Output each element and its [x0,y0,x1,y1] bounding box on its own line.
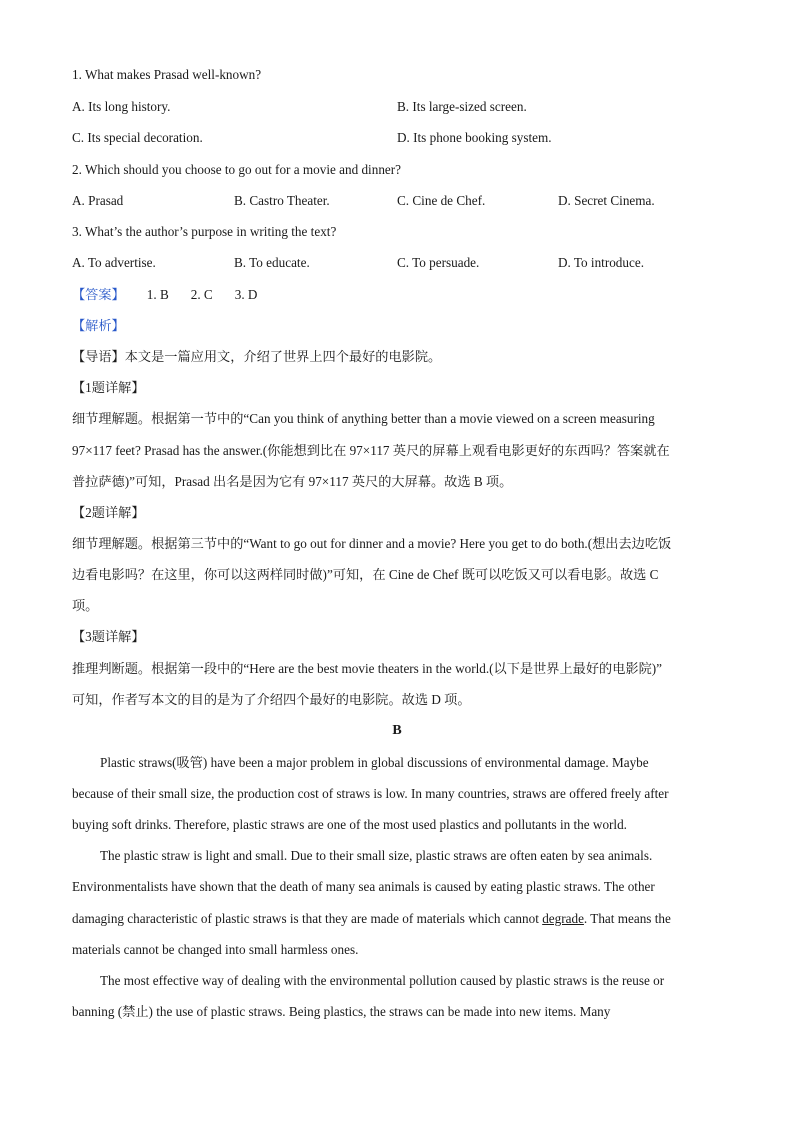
passage-line: buying soft drinks. Therefore, plastic straws are one of the most used plastics and pollutants in the world. [72,817,627,832]
passage-line: The plastic straw is light and small. Due to their small size, plastic straws are often eaten by sea animals. [100,848,653,863]
question-1-option-b: B. Its large-sized screen. [397,99,527,114]
answer-item: 1. B [146,287,169,302]
q2-detail-line: 项。 [72,598,99,613]
q3-detail-line: 推理判断题。根据第一段中的“Here are the best movie theaters in the world.(以下是世界上最好的电影院)” [72,661,663,676]
question-1-option-c: C. Its special decoration. [72,130,203,145]
answer-item: 3. D [234,287,258,302]
question-2-option-d: D. Secret Cinema. [558,193,655,208]
question-1-option-d: D. Its phone booking system. [397,130,552,145]
q2-detail-line: 细节理解题。根据第三节中的“Want to go out for dinner and a movie? Here you get to do both.(想出去边吃饭 [72,536,672,551]
q2-detail-line: 边看电影吗？在这里，你可以这两样同时做)”可知，在 Cine de Chef 既可以吃饭又可以看电影。故选 C [72,567,659,582]
q3-detail-line: 可知，作者写本文的目的是为了介绍四个最好的电影院。故选 D 项。 [72,692,471,707]
section-b-heading: B [392,723,402,738]
passage-line: The most effective way of dealing with the environmental pollution caused by plastic straws is the reuse or [100,973,665,988]
passage-line: Plastic straws(吸管) have been a major problem in global discussions of environmental damage. Maybe [100,755,649,770]
answer-item: 2. C [190,287,213,302]
q1-detail-line: 97×117 feet? Prasad has the answer.(你能想到比在 97×117 英尺的屏幕上观看电影更好的东西吗？答案就在 [72,443,670,458]
question-2-option-b: B. Castro Theater. [234,193,330,208]
question-2-option-c: C. Cine de Chef. [397,193,486,208]
q1-detail-line: 细节理解题。根据第一节中的“Can you think of anything better than a movie viewed on a screen measuring [72,411,655,426]
q3-detail-label: 【3题详解】 [72,629,145,644]
question-1-stem: 1. What makes Prasad well-known? [72,67,262,82]
answer-label: 【答案】 [72,287,125,302]
underlined-word-degrade: degrade [542,911,584,926]
passage-line [72,910,722,928]
question-3-option-b: B. To educate. [234,255,310,270]
question-3-option-d: D. To introduce. [558,255,645,270]
passage-line: banning (禁止) the use of plastic straws. Being plastics, the straws can be made into new items. Many [72,1004,611,1019]
answer-line [72,286,257,304]
passage-line: because of their small size, the production cost of straws is low. In many countries, straws are offered freely after [72,786,669,801]
question-3-stem: 3. What’s the author’s purpose in writing the text? [72,224,337,239]
passage-line: Environmentalists have shown that the death of many sea animals is caused by eating plastic straws. The other [72,879,655,894]
question-3-option-a: A. To advertise. [72,255,156,270]
q1-detail-line: 普拉萨德)”可知，Prasad 出名是因为它有 97×117 英尺的大屏幕。故选 B 项。 [72,474,513,489]
passage-line: materials cannot be changed into small harmless ones. [72,942,359,957]
q1-detail-label: 【1题详解】 [72,380,145,395]
q2-detail-label: 【2题详解】 [72,505,145,520]
question-2-option-a: A. Prasad [72,193,124,208]
analysis-intro: 【导语】本文是一篇应用文，介绍了世界上四个最好的电影院。 [72,349,442,364]
question-3-option-c: C. To persuade. [397,255,480,270]
question-2-stem: 2. Which should you choose to go out for a movie and dinner? [72,162,402,177]
analysis-label: 【解析】 [72,318,125,333]
passage-text: damaging characteristic of plastic straws is that they are made of materials which cannot [72,911,543,926]
question-1-option-a: A. Its long history. [72,99,171,114]
passage-text: . That means the [583,911,671,926]
